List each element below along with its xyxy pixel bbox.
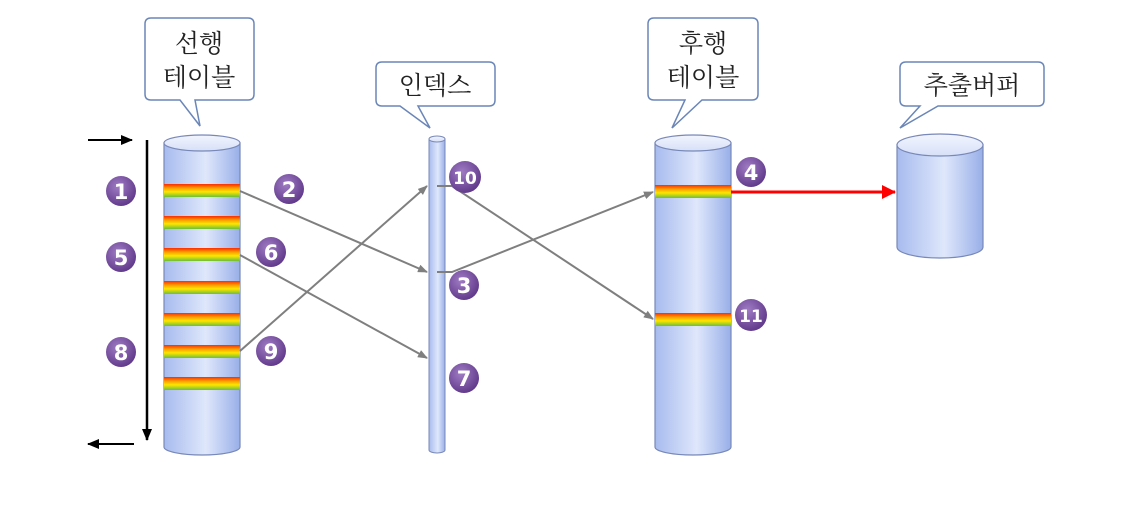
driven-table-cylinder (655, 135, 731, 455)
driven-table-row (655, 185, 731, 198)
step-number: 3 (456, 274, 472, 298)
step-badge (106, 337, 136, 367)
driving-table-row (164, 281, 240, 294)
callout-driving-table-line2: 테이블 (162, 63, 236, 92)
callout-driven-table (648, 18, 758, 128)
step-badge (736, 157, 766, 187)
step-badge (449, 363, 479, 393)
arrow-row6-to-index (240, 186, 427, 351)
driving-table-row (164, 248, 240, 261)
callout-driven-table-line2: 테이블 (666, 63, 740, 92)
step-number: 5 (113, 246, 129, 270)
step-badge (735, 299, 767, 331)
callout-driving-table-line1: 선행 (174, 29, 224, 58)
step-number: 2 (281, 178, 297, 202)
driving-table-cylinder (164, 135, 240, 455)
step-number: 7 (456, 367, 472, 391)
step-badge (106, 242, 136, 272)
step-badge (449, 270, 479, 300)
driving-table-row (164, 345, 240, 358)
step-number: 1 (113, 180, 129, 204)
callout-index-label: 인덱스 (398, 71, 472, 100)
output-buffer-cylinder (897, 134, 983, 258)
callout-output-buffer (900, 62, 1044, 128)
step-badge (256, 336, 286, 366)
callout-driven-table-line1: 후행 (678, 29, 728, 58)
callout-index (376, 62, 495, 128)
step-number: 8 (113, 341, 129, 365)
driving-table-row (164, 216, 240, 229)
step-badge (256, 237, 286, 267)
join-arrows (240, 186, 653, 358)
index-cylinder (429, 136, 445, 453)
step-badge (274, 174, 304, 204)
step-number: 9 (263, 340, 279, 364)
step-badge (106, 176, 136, 206)
driving-table-row (164, 184, 240, 197)
step-number: 6 (263, 241, 279, 265)
callout-driving-table (145, 18, 254, 126)
driving-table-row (164, 313, 240, 326)
step-number: 11 (739, 307, 763, 327)
step-badge (449, 161, 481, 193)
arrow-index-to-driven-row1 (437, 192, 653, 272)
driving-table-row (164, 377, 240, 390)
driven-table-row (655, 313, 731, 326)
step-number: 10 (453, 169, 477, 189)
step-number: 4 (743, 161, 759, 185)
callout-output-buffer-label: 추출버퍼 (923, 71, 1021, 100)
